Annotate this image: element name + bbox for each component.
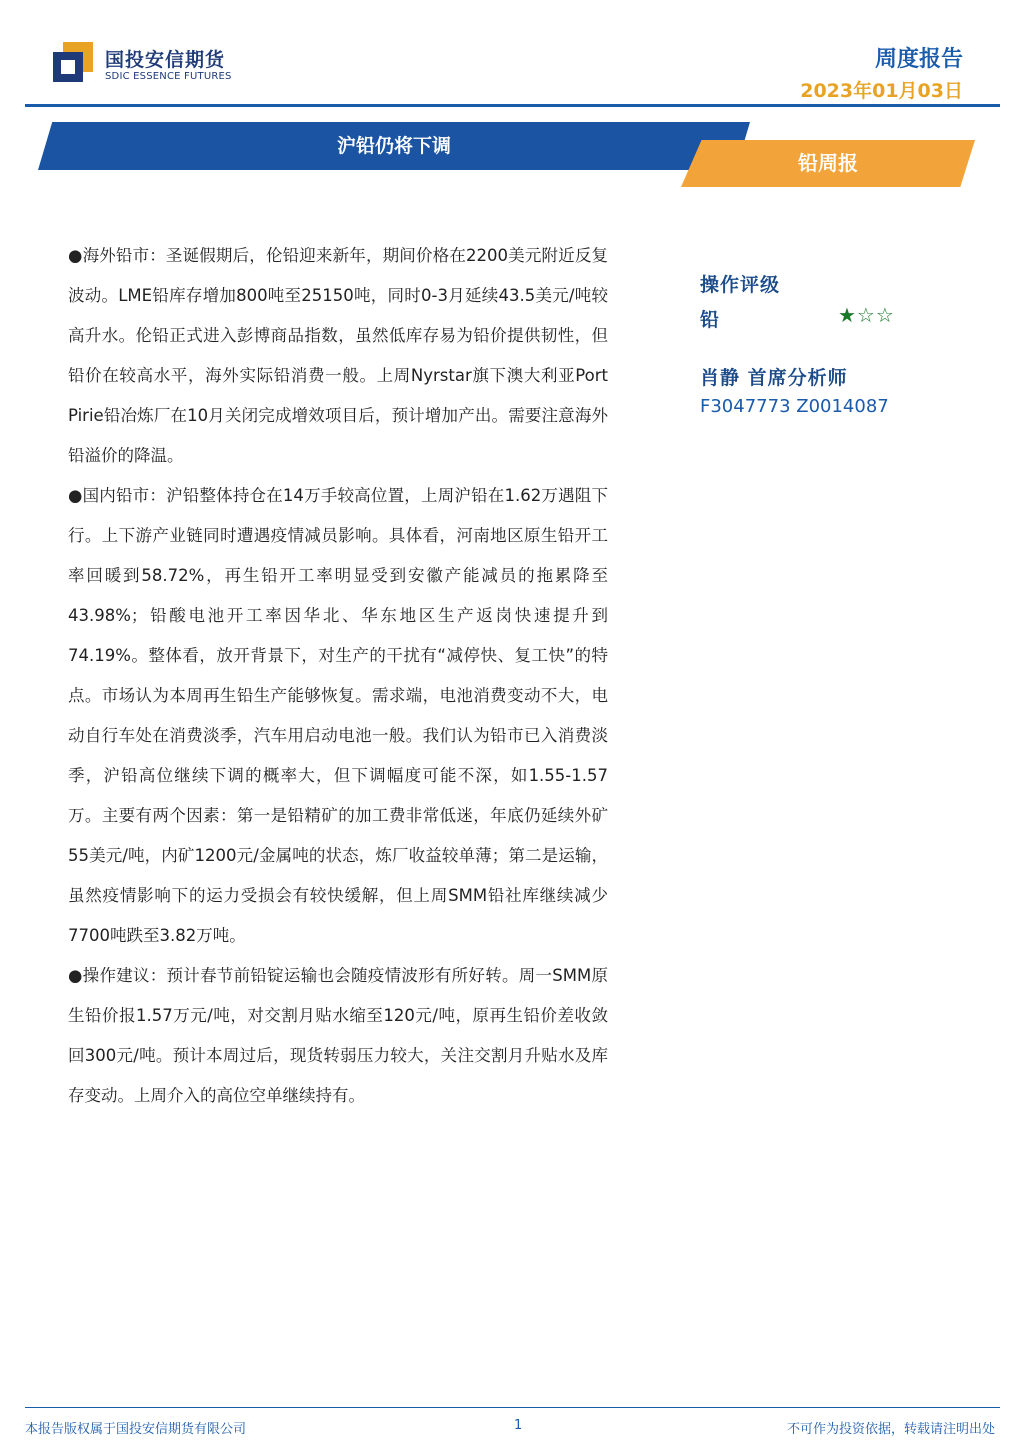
- header-divider: [25, 104, 1000, 107]
- paragraph-domestic-market: ●国内铅市：沪铅整体持仓在14万手较高位置，上周沪铅在1.62万遇阻下行。上下游产业链同时遭遇疫情减员影响。具体看，河南地区原生铅开工率回暖到58.72%，再生铅开工率明显受到安徽产能减员的拖累降至43.98%；铅酸电池开工率因华北、华东地区生产返岗快速提升到74.19%。整体看，放开背景下，对生产的干扰有“减停快、复工快”的特点。市场认为本周再生铅生产能够恢复。需求端，电池消费变动不大，电动自行车处在消费淡季，汽车用启动电池一般。我们认为铅市已入消费淡季，沪铅高位继续下调的概率大，但下调幅度可能不深，如1.55-1.57万。主要有两个因素：第一是铅精矿的加工费非常低迷，年底仍延续外矿55美元/吨，内矿1200元/金属吨的状态，炼厂收益较单薄；第二是运输，虽然疫情影响下的运力受损会有较快缓解，但上周SMM铅社库继续减少7700吨跌至3.82万吨。: [68, 486, 608, 945]
- footer-divider: [25, 1407, 1000, 1408]
- rating-item-name: 铅: [700, 309, 720, 331]
- report-type: 周度报告: [874, 47, 963, 72]
- report-date: 2023年01月03日: [800, 80, 963, 102]
- logo-mark-icon: [53, 42, 93, 82]
- company-logo: [53, 42, 233, 90]
- paragraph-operation-advice: ●操作建议：预计春节前铅锭运输也会随疫情波形有所好转。周一SMM原生铅价报1.57万元/吨，对交割月贴水缩至120元/吨，原再生铅价差收敛回300元/吨。预计本周过后，现货转弱压力较大，关注交割月升贴水及库存变动。上周介入的高位空单继续持有。: [68, 966, 608, 1105]
- main-content: [68, 236, 608, 1116]
- logo-chinese-name: 国投安信期货: [105, 49, 226, 71]
- footer-copyright: 本报告版权属于国投安信期货有限公司: [25, 1422, 247, 1437]
- rating-row: [700, 305, 960, 341]
- rating-heading: 操作评级: [700, 274, 781, 296]
- footer-disclaimer: 不可作为投资依据，转载请注明出处: [786, 1422, 995, 1437]
- paragraph-overseas-market: ●海外铅市：圣诞假期后，伦铅迎来新年，期间价格在2200美元附近反复波动。LME铅库存增加800吨至25150吨，同时0-3月延续43.5美元/吨较高升水。伦铅正式进入彭博商品指数，虽然低库存易为铅价提供韧性，但铅价在较高水平，海外实际铅消费一般。上周Nyrstar旗下澳大利亚Port Pirie铅冶炼厂在10月关闭完成增效项目后，预计增加产出。需要注意海外铅溢价的降温。: [68, 246, 608, 465]
- analyst-certificate: F3047773 Z0014087: [700, 396, 889, 417]
- logo-english-name: SDIC ESSENCE FUTURES: [105, 71, 232, 82]
- sidebar: [700, 270, 960, 417]
- star-rating-icon: ★☆☆: [838, 303, 895, 327]
- page-number: 1: [514, 1418, 523, 1433]
- report-tag: 铅周报: [798, 151, 858, 175]
- report-title: 沪铅仍将下调: [336, 135, 451, 157]
- analyst-name: 肖静 首席分析师: [700, 367, 848, 389]
